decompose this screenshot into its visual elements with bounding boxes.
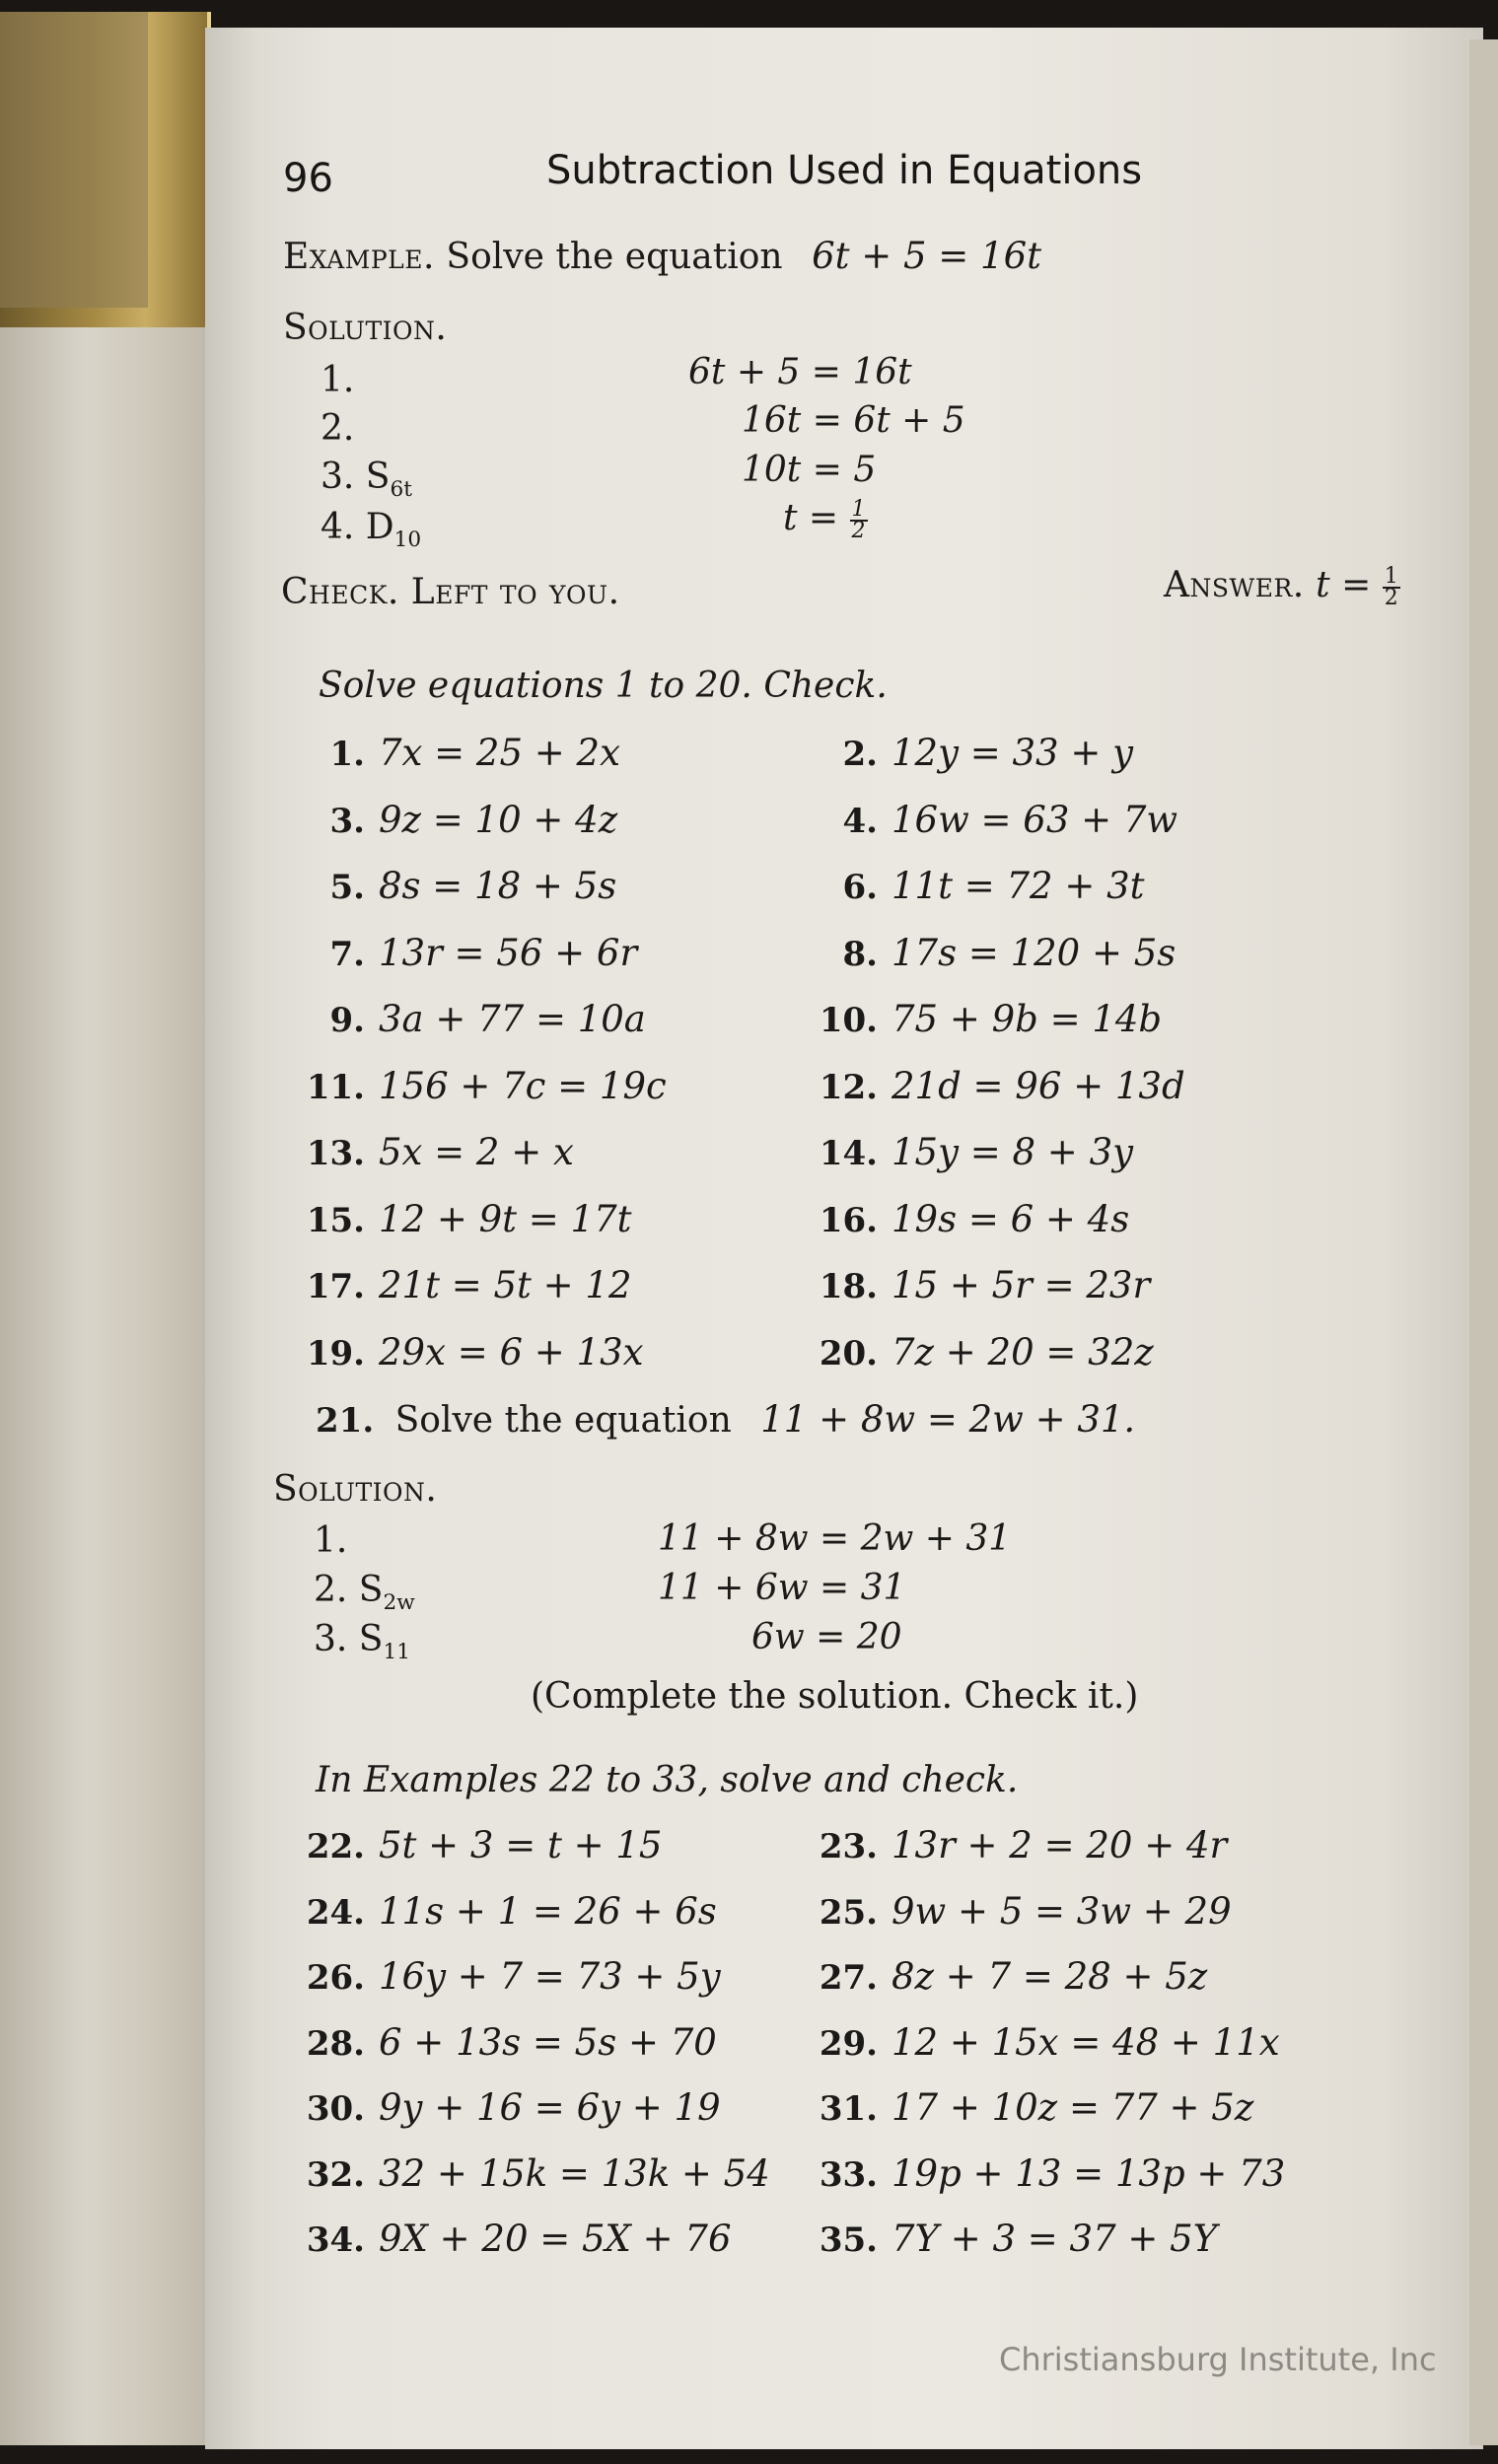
problem-number: 19. [306,1333,365,1373]
problem-item [296,2021,717,2064]
problem-number: 22. [306,1827,365,1866]
step-label: 2. $S_{2w}$ [314,1570,415,1616]
book-page-edges [0,39,212,2445]
problem-number: 3. [329,801,365,841]
problem-equation: 29x = 6 + 13x [379,1330,644,1373]
instruction-set-1: Solve equations 1 to 20. Check. [319,666,888,706]
problem-item [809,1890,1232,1933]
problem-equation: 21d = 96 + 13d [892,1064,1185,1107]
problem-equation: 13r + 2 = 20 + 4r [892,1824,1228,1866]
problem-equation: 9z = 10 + 4z [379,798,618,841]
problem-item [809,998,1162,1040]
step-label: 3. $S_{11}$ [314,1619,410,1665]
problem-item [809,1331,1154,1373]
problem-item [296,2218,732,2260]
problem-equation: 12 + 15x = 48 + 11x [892,2020,1280,2064]
problem-equation: 156 + 7c = 19c [379,1064,667,1107]
problem-number: 16. [819,1200,878,1240]
problem-equation: 8z + 7 = 28 + 5z [892,1955,1208,1998]
step-label: 3. $S_{6t}$ [321,457,412,503]
problem-equation: 5x = 2 + x [379,1131,574,1173]
problem-item [296,799,617,841]
problem-equation: 17s = 120 + 5s [892,931,1177,974]
step-equation: 11 + 6w = 31 [658,1568,906,1608]
problem-equation: 7x = 25 + 2x [379,732,620,774]
problem-item [809,1824,1227,1866]
fraction: $\frac{1}{2}$ [851,497,866,543]
problem-number: 31. [819,2089,878,2129]
problem-number: 5. [329,868,365,907]
problem-number: 15. [306,1200,365,1240]
problem-number: 2. [842,735,878,774]
problem-item [809,1065,1185,1107]
problem-item [296,1331,644,1373]
problem-item [809,2218,1217,2260]
step-label: 1. [314,1520,348,1561]
problem-21-text: Solve the equation [394,1400,732,1441]
problem-item [296,1824,662,1866]
problem-number: 23. [819,1827,878,1866]
step-equation: 16t = 6t + 5 [742,400,965,441]
completion-note: (Complete the solution. Check it.) [531,1676,1139,1717]
problem-number: 26. [306,1958,365,1998]
check-note: Check. Left to you. [281,572,620,612]
answer-label: Answer. [1164,565,1305,605]
problem-item [296,2086,721,2129]
problem-number: 29. [819,2023,878,2064]
problem-equation: 11t = 72 + 3t [892,865,1145,907]
solution-label: Solution. [273,1469,438,1510]
problem-equation: 9X + 20 = 5X + 76 [379,2218,732,2260]
problem-number: 25. [819,1892,878,1933]
next-page-edge [1469,39,1498,2445]
problem-equation: 11s + 1 = 26 + 6s [379,1889,717,1933]
problem-number: 6. [842,868,878,907]
problem-item [809,2152,1285,2195]
problem-equation: 15 + 5r = 23r [892,1264,1151,1306]
problem-equation: 5t + 3 = t + 15 [379,1824,663,1866]
problem-item [296,1264,632,1306]
problem-item [296,932,637,974]
problem-item [296,865,616,907]
problem-equation: 16y + 7 = 73 + 5y [379,1955,721,1998]
problem-equation: 75 + 9b = 14b [892,998,1163,1040]
problem-number: 24. [306,1892,365,1933]
answer [1164,565,1400,608]
page-number: 96 [283,156,333,201]
problem-item [809,1955,1207,1998]
problem-item [809,865,1145,907]
problem-item [809,1131,1133,1173]
problem-number: 12. [819,1067,878,1107]
problem-equation: 13r = 56 + 6r [379,931,638,974]
problem-number: 1. [329,735,365,774]
step-equation: 11 + 8w = 2w + 31 [658,1518,1012,1559]
example-text: Solve the equation [446,237,783,277]
problem-item [296,1955,721,1998]
problem-number: 32. [306,2154,365,2195]
step-equation: 6t + 5 = 16t [688,352,912,392]
page-tab-marker [0,12,211,327]
problem-equation: 17 + 10z = 77 + 5z [892,2086,1254,2129]
step-label: 1. [321,360,355,400]
tab-shadow [0,12,148,308]
problem-item [296,732,620,774]
problem-item [809,799,1177,841]
problem-number: 21. [316,1401,375,1441]
problem-equation: 9w + 5 = 3w + 29 [892,1889,1232,1933]
problem-equation: 12 + 9t = 17t [379,1197,632,1240]
problem-item [809,2021,1280,2064]
problem-number: 13. [306,1134,365,1173]
problem-equation: 15y = 8 + 3y [892,1131,1134,1173]
problem-number: 17. [306,1267,365,1306]
problem-number: 4. [842,801,878,841]
step-equation: 10t = 5 [742,450,877,490]
problem-equation: 7z + 20 = 32z [892,1330,1154,1373]
problem-item [296,1131,574,1173]
problem-item [296,1065,667,1107]
problem-item [296,1890,717,1933]
problem-item [296,2152,770,2195]
problem-number: 9. [329,1001,365,1040]
example-label: Example. [283,237,435,277]
problem-number: 7. [329,934,365,974]
problem-equation: 8s = 18 + 5s [379,865,617,907]
problem-number: 35. [819,2220,878,2260]
problem-number: 14. [819,1134,878,1173]
problem-number: 34. [306,2220,365,2260]
problem-item [296,1198,632,1240]
problem-item [296,998,646,1040]
step-equation: t = $\frac{1}{2}$ [783,497,866,543]
step-label: 4. $D_{10}$ [321,507,422,553]
problem-equation: 19p + 13 = 13p + 73 [892,2151,1286,2195]
problem-number: 10. [819,1001,878,1040]
problem-number: 18. [819,1267,878,1306]
example-statement [283,235,1041,277]
problem-item [809,732,1133,774]
problem-equation: 3a + 77 = 10a [379,998,646,1040]
step-label: 2. [321,408,355,449]
problem-number: 8. [842,934,878,974]
watermark: Christiansburg Institute, Inc [999,2341,1437,2378]
step-equation: 6w = 20 [751,1617,902,1657]
answer-equation: t = [1316,565,1372,605]
problem-21-equation: 11 + 8w = 2w + 31. [760,1398,1136,1441]
problem-number: 28. [306,2023,365,2064]
problem-item [809,1198,1129,1240]
problem-item [809,2086,1253,2129]
problem-21 [316,1398,1135,1441]
answer-fraction: $\frac{1}{2}$ [1384,564,1398,610]
problem-equation: 12y = 33 + y [892,732,1134,774]
problem-number: 11. [306,1067,365,1107]
problem-equation: 6 + 13s = 5s + 70 [379,2020,717,2064]
problem-equation: 21t = 5t + 12 [379,1264,632,1306]
problem-number: 27. [819,1958,878,1998]
problem-item [809,932,1176,974]
problem-equation: 32 + 15k = 13k + 54 [379,2151,770,2195]
example-equation: 6t + 5 = 16t [812,235,1042,277]
page-title: Subtraction Used in Equations [546,148,1143,193]
problem-equation: 9y + 16 = 6y + 19 [379,2086,721,2129]
problem-number: 20. [819,1333,878,1373]
solution-label: Solution. [283,308,448,348]
problem-equation: 19s = 6 + 4s [892,1197,1130,1240]
problem-item [809,1264,1150,1306]
problem-number: 30. [306,2089,365,2129]
problem-equation: 16w = 63 + 7w [892,798,1178,841]
problem-equation: 7Y + 3 = 37 + 5Y [892,2218,1218,2260]
instruction-set-2: In Examples 22 to 33, solve and check. [316,1760,1019,1800]
problem-number: 33. [819,2154,878,2195]
